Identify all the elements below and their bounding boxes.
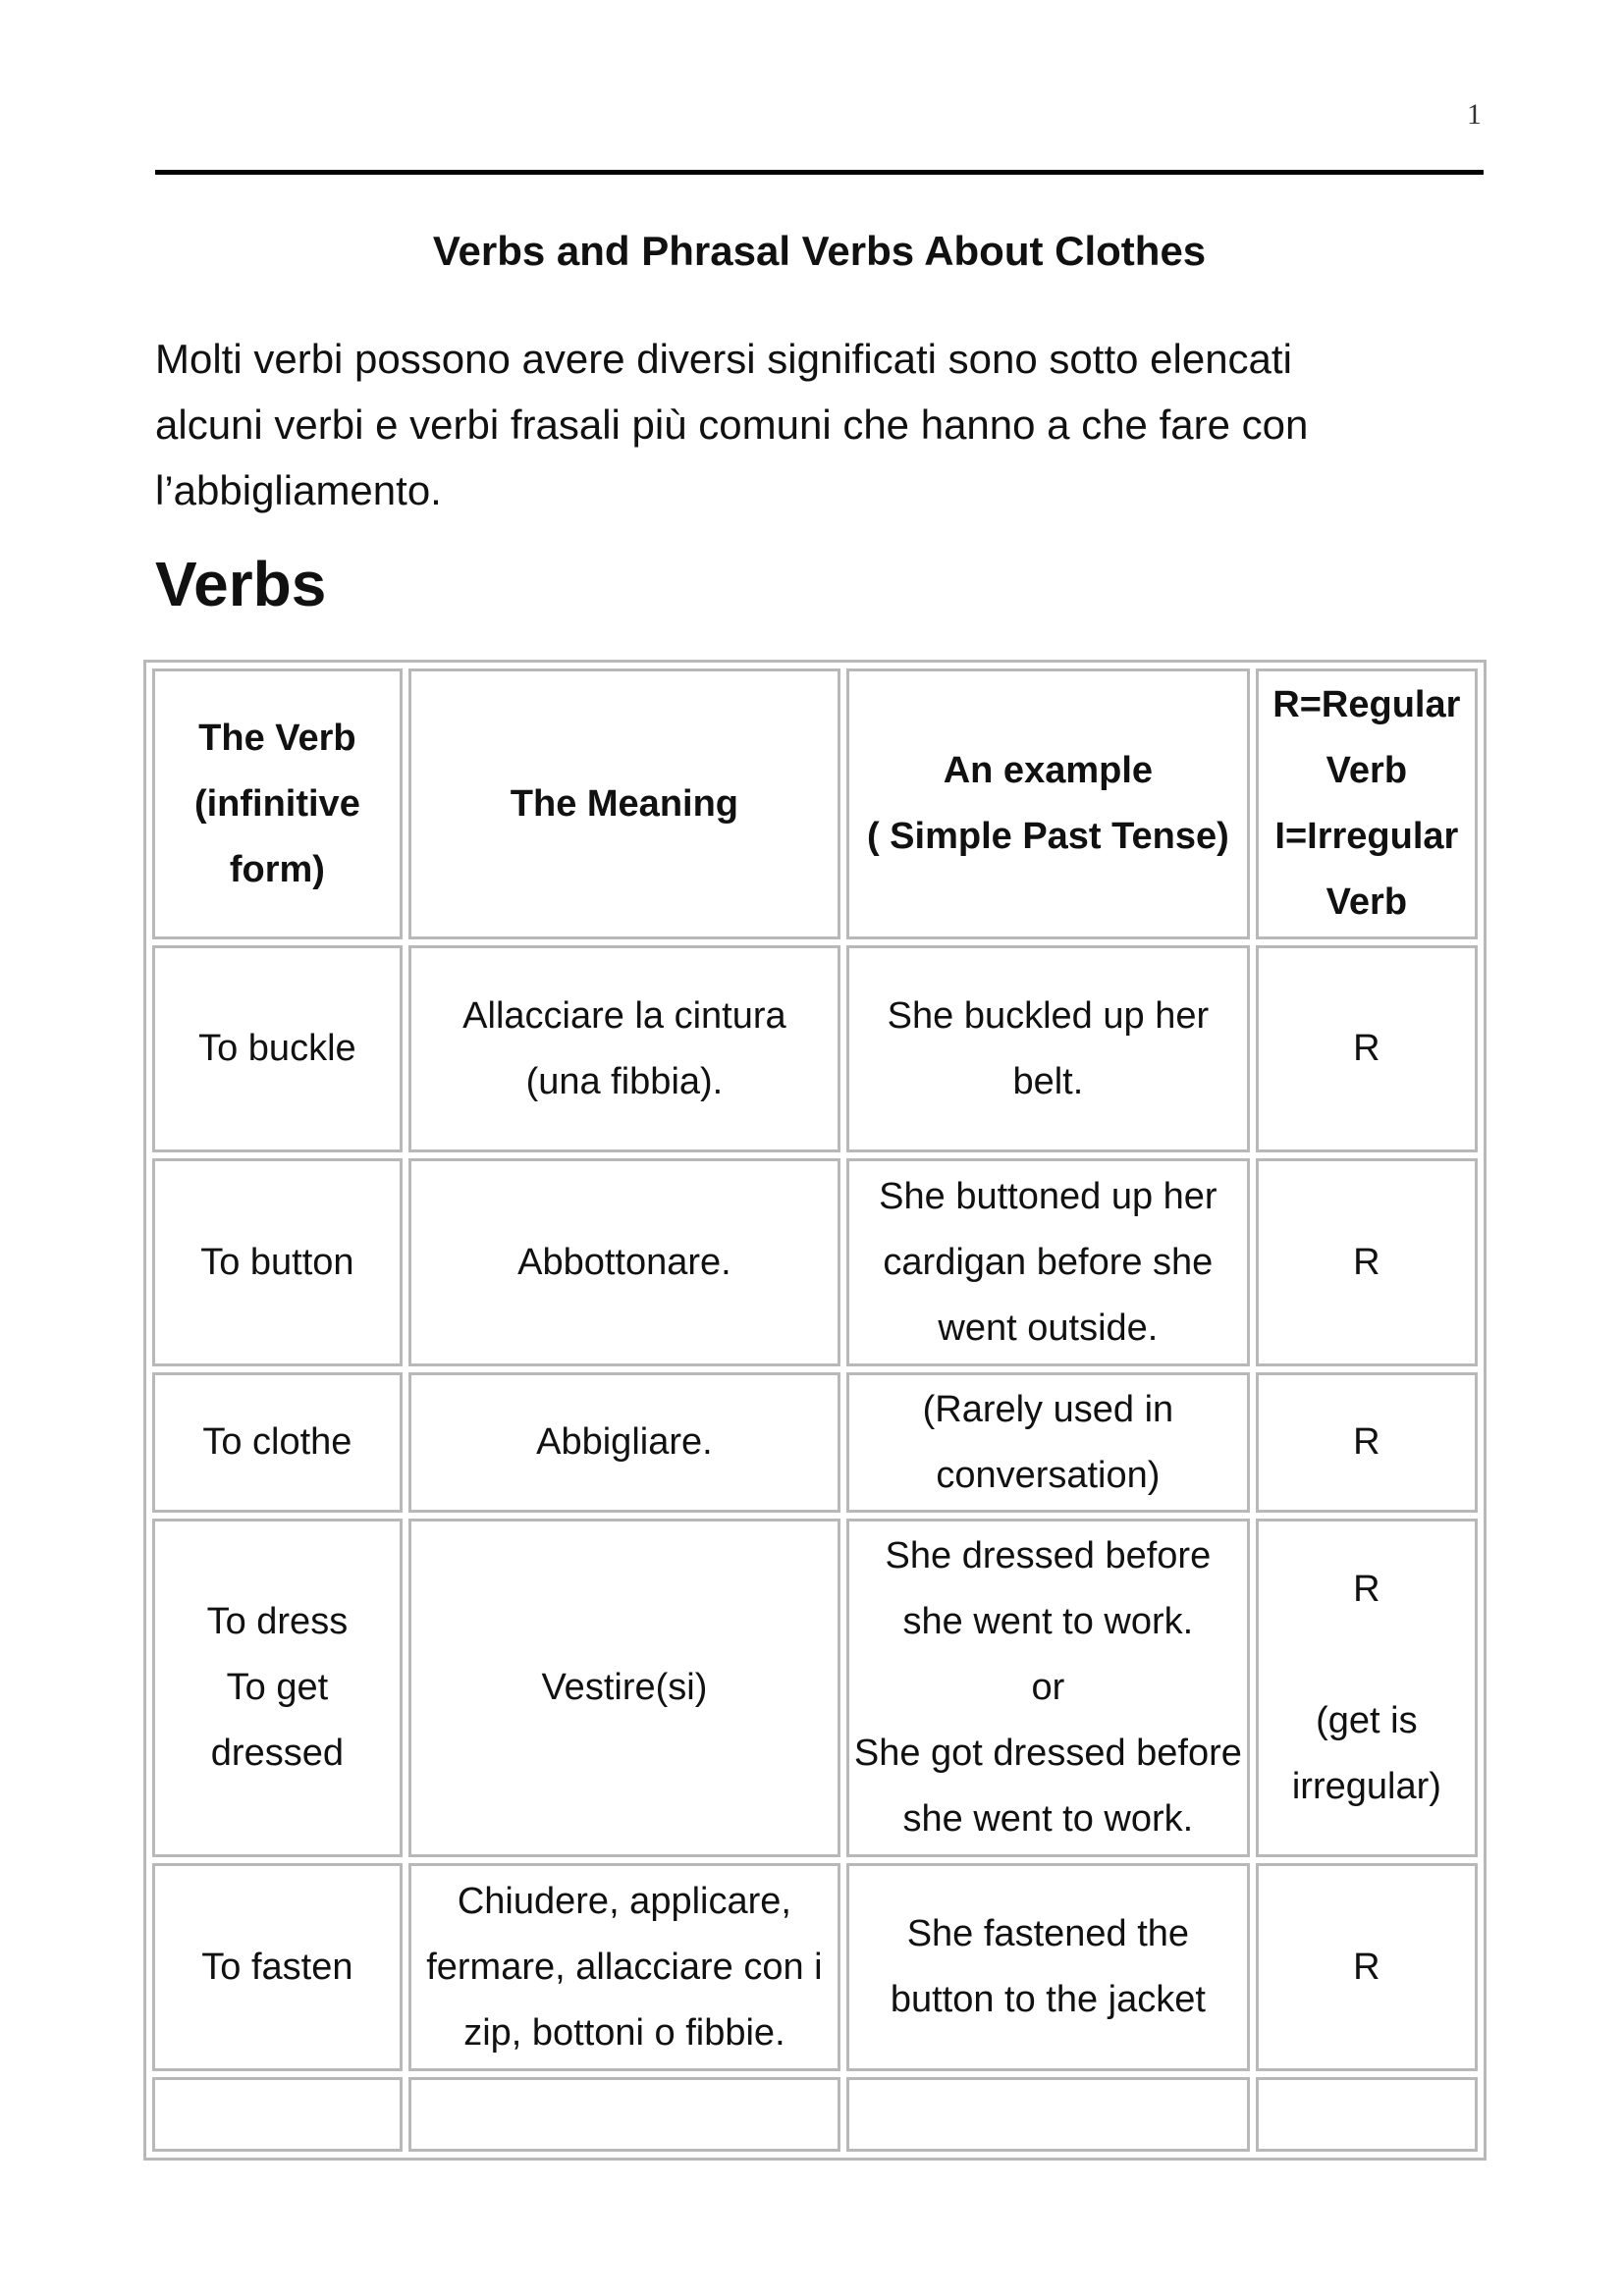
header-line: Verb [1325,750,1408,791]
cell-line: dressed [210,1733,344,1774]
cell-line: Vestire(si) [541,1667,708,1708]
meaning-cell [408,1372,840,1513]
cell-line: She fastened the [906,1913,1190,1954]
table-row [152,1158,1478,1366]
verb-cell [152,945,403,1152]
cell-line: R [1353,1241,1380,1283]
cell-line: To buckle [198,1028,356,1069]
cell-line: (una fibbia). [525,1060,724,1102]
verb-cell [152,1372,403,1513]
example-cell [846,1158,1250,1366]
meaning-cell [408,1158,840,1366]
meaning-cell [408,945,840,1152]
intro-paragraph [155,326,1510,523]
cell-line: she went to work. [902,1601,1194,1642]
cell-line: She got dressed before [853,1733,1242,1774]
header-verb [152,668,403,939]
cell-line: To clothe [202,1421,352,1463]
empty-cell [1256,2077,1478,2152]
cell-line: To get [226,1667,329,1708]
table-row [152,945,1478,1152]
example-cell [846,1372,1250,1513]
cell-line: To dress [206,1601,349,1642]
cell-line: To fasten [201,1946,353,1988]
header-line: An example [943,750,1154,791]
cell-line: conversation) [936,1454,1161,1496]
cell-line: went outside. [938,1307,1159,1349]
header-regularity [1256,668,1478,939]
cell-line: button to the jacket [890,1979,1206,2020]
cell-line: cardigan before she [883,1241,1214,1283]
header-line: (infinitive [193,782,360,825]
header-line: Verb [1325,881,1408,923]
example-cell [846,945,1250,1152]
type-cell [1256,1519,1478,1857]
table-row [152,1863,1478,2071]
table-row [152,1372,1478,1513]
intro-line: alcuni verbi e verbi frasali più comuni che hanno a che fare con [155,401,1309,448]
cell-line: She buckled up her [887,994,1210,1037]
verb-cell [152,1863,403,2071]
cell-line: she went to work. [902,1798,1194,1840]
header-rule [155,170,1484,175]
cell-line: R [1353,1946,1380,1988]
meaning-cell [408,1863,840,2071]
empty-cell [846,2077,1250,2152]
cell-line: Allacciare la cintura [462,994,786,1037]
intro-line: l’abbigliamento. [155,467,442,513]
cell-line: R [1353,1421,1380,1463]
header-example [846,668,1250,939]
header-line: form) [229,848,325,890]
type-cell [1256,1372,1478,1513]
example-cell [846,1519,1250,1857]
section-heading-verbs: Verbs [155,549,327,619]
page-number: 1 [1467,98,1482,131]
meaning-cell [408,1519,840,1857]
cell-line: Abbigliare. [536,1421,713,1463]
header-line: R=Regular [1272,684,1461,725]
header-line: The Verb [198,717,356,759]
verb-cell [152,1158,403,1366]
cell-line: She buttoned up her [879,1175,1217,1217]
cell-spacer [1263,1623,1471,1688]
cell-line: (get is [1316,1699,1418,1741]
verb-cell [152,1519,403,1857]
type-cell [1256,945,1478,1152]
cell-line: R [1353,1568,1380,1610]
cell-line: (Rarely used in [922,1388,1174,1430]
cell-line: To button [200,1241,354,1283]
cell-line: fermare, allacciare con i [426,1946,823,1988]
header-line: I=Irregular [1274,816,1459,857]
cell-line: She dressed before [885,1535,1212,1576]
header-meaning [408,668,840,939]
cell-line: R [1353,1028,1380,1069]
header-line: The Meaning [510,782,739,825]
cell-line: Chiudere, applicare, [457,1880,791,1922]
type-cell [1256,1158,1478,1366]
type-cell [1256,1863,1478,2071]
cell-line: zip, bottoni o fibbie. [463,2011,785,2054]
cell-line: belt. [1012,1060,1084,1102]
table-row [152,1519,1478,1857]
empty-cell [408,2077,840,2152]
header-line: ( Simple Past Tense) [866,816,1229,857]
table-header-row [152,668,1478,939]
cell-line: or [1031,1667,1065,1708]
intro-line: Molti verbi possono avere diversi significati sono sotto elencati [155,336,1292,382]
empty-cell [152,2077,403,2152]
verbs-table [143,660,1487,2161]
document-title: Verbs and Phrasal Verbs About Clothes [432,228,1207,274]
cell-line: irregular) [1291,1765,1441,1807]
example-cell [846,1863,1250,2071]
cell-line: Abbottonare. [517,1241,731,1283]
table-row-empty [152,2077,1478,2152]
